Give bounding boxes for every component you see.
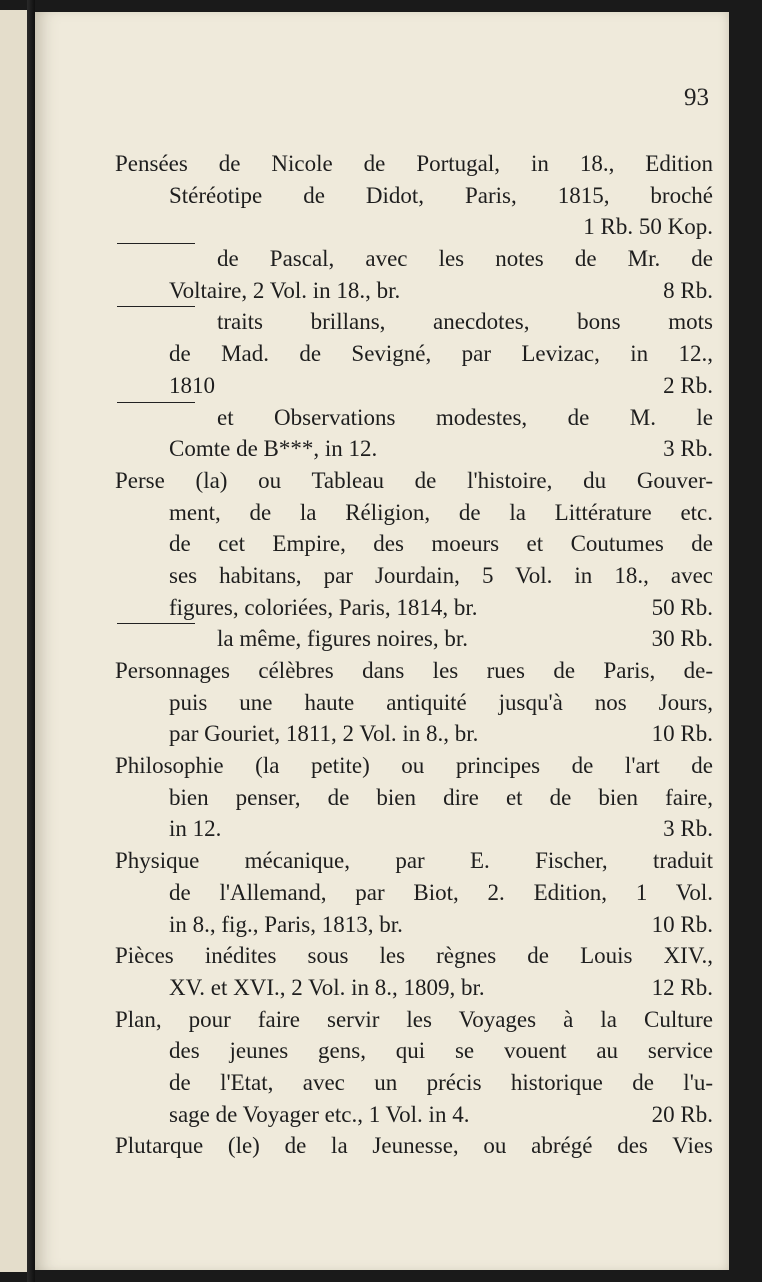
line-text: sage de Voyager etc., 1 Vol. in 4. <box>169 1101 470 1127</box>
price: 50 Rb. <box>651 594 713 620</box>
text-line: Plan, pour faire servir les Voyages à la Culture <box>115 1006 713 1032</box>
line-text: de Pascal, avec les notes de Mr. de <box>217 246 713 272</box>
price: 3 Rb. <box>663 436 713 462</box>
text-line: des jeunes gens, qui se vouent au service <box>169 1038 713 1064</box>
text-line <box>115 1099 713 1131</box>
text-line: de Mad. de Sevigné, par Levizac, in 12., <box>169 341 713 367</box>
text-line: ses habitans, par Jourdain, 5 Vol. in 18., avec <box>169 562 713 588</box>
line-text: la même, figures noires, br. <box>217 626 469 652</box>
line-text: figures, coloriées, Paris, 1814, br. <box>169 594 478 620</box>
text-line: de l'Allemand, par Biot, 2. Edition, 1 Vol. <box>169 879 713 905</box>
line-text: et Observations modestes, de M. le <box>217 404 713 430</box>
line-text: traits brillans, anecdotes, bons mots <box>217 309 713 335</box>
line-text: Comte de B***, in 12. <box>169 436 378 462</box>
text-line <box>115 718 713 750</box>
text-line: de l'Etat, avec un précis historique de l'u- <box>169 1069 713 1095</box>
text-line: bien penser, de bien dire et de bien faire, <box>169 784 713 810</box>
text-line <box>115 433 713 465</box>
text-line: Physique mécanique, par E. Fischer, traduit <box>115 848 713 874</box>
text-line: Stéréotipe de Didot, Paris, 1815, broché <box>169 182 713 208</box>
book-page <box>35 12 729 1270</box>
facing-page-edge <box>0 10 28 1272</box>
text-line <box>115 306 713 338</box>
ditto-dash <box>117 402 195 403</box>
page-number: 93 <box>684 84 709 111</box>
text-line <box>115 402 713 434</box>
catalogue-text <box>115 148 713 1162</box>
price: 12 Rb. <box>651 974 713 1000</box>
text-line: Philosophie (la petite) ou principes de l'art de <box>115 753 713 779</box>
text-line <box>115 623 713 655</box>
text-line <box>115 813 713 845</box>
line-text: par Gouriet, 1811, 2 Vol. in 8., br. <box>169 721 479 747</box>
text-line <box>115 275 713 307</box>
line-text: Voltaire, 2 Vol. in 18., br. <box>169 277 401 303</box>
ditto-dash <box>117 306 195 307</box>
line-text: in 8., fig., Paris, 1813, br. <box>169 911 403 937</box>
ditto-dash <box>117 243 195 244</box>
text-line: Personnages célèbres dans les rues de Paris, de- <box>115 658 713 683</box>
price: 20 Rb. <box>651 1101 713 1127</box>
text-line: Pièces inédites sous les règnes de Louis XIV., <box>115 943 713 969</box>
text-line: ment, de la Réligion, de la Littérature etc. <box>169 499 713 525</box>
price: 10 Rb. <box>651 911 713 937</box>
ditto-dash <box>117 623 195 624</box>
text-line: puis une haute antiquité jusqu'à nos Jours, <box>169 689 713 715</box>
text-line <box>115 972 713 1004</box>
text-line: Pensées de Nicole de Portugal, in 18., Edition <box>115 151 713 176</box>
price: 10 Rb. <box>651 721 713 747</box>
text-line: 1 Rb. 50 Kop. <box>583 214 713 240</box>
price: 30 Rb. <box>651 626 713 652</box>
text-line <box>115 243 713 275</box>
price: 2 Rb. <box>663 372 713 398</box>
book-gutter <box>27 0 35 1282</box>
text-line: Plutarque (le) de la Jeunesse, ou abrégé des Vies <box>115 1133 713 1159</box>
line-text: 1810 <box>169 372 215 398</box>
price: 3 Rb. <box>663 816 713 842</box>
price: 8 Rb. <box>663 277 713 303</box>
text-line <box>115 370 713 402</box>
text-line: Perse (la) ou Tableau de l'histoire, du Gouver- <box>115 467 713 493</box>
text-line <box>115 592 713 624</box>
text-line: de cet Empire, des moeurs et Coutumes de <box>169 531 713 557</box>
line-text: XV. et XVI., 2 Vol. in 8., 1809, br. <box>169 974 485 1000</box>
line-text: in 12. <box>169 816 222 842</box>
text-line <box>115 909 713 941</box>
